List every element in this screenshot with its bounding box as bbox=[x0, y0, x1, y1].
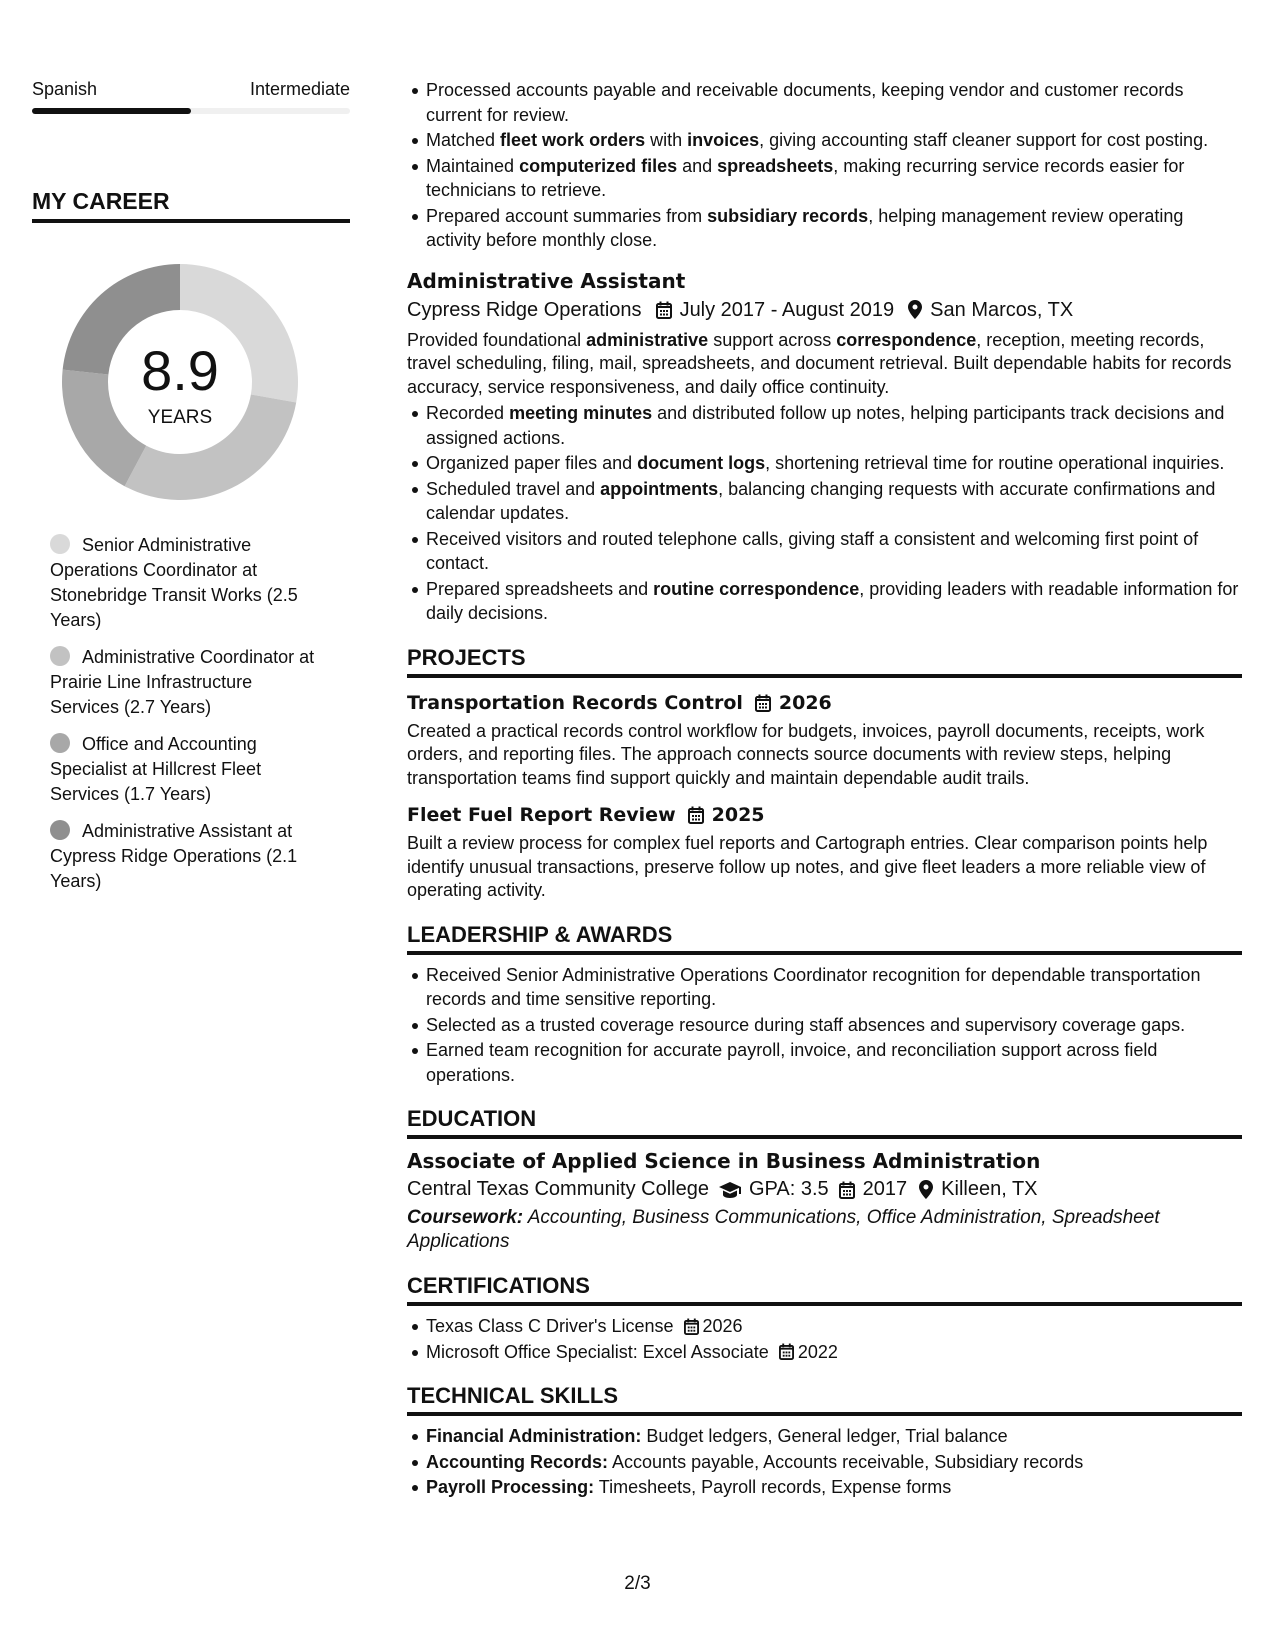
career-years-label: YEARS bbox=[147, 407, 213, 428]
skill-item bbox=[426, 1475, 1242, 1500]
location-pin-icon bbox=[919, 1180, 933, 1199]
graduation-cap-icon bbox=[719, 1182, 741, 1198]
skills-heading: TECHNICAL SKILLS bbox=[407, 1382, 1242, 1416]
previous-job-bullet: Processed accounts payable and receivable documents, keeping vendor and customer records current for review. bbox=[426, 78, 1242, 127]
project-title: Transportation Records Control bbox=[407, 691, 743, 714]
legend-dot bbox=[50, 733, 70, 753]
job-summary: Provided foundational administrative support across correspondence, reception, meeting records, travel scheduling, filing, mail, spreadsheets, and document retrieval. Built dependable habits for records accuracy, service responsiveness, and daily office continuity. bbox=[407, 329, 1232, 397]
previous-job-bullet: Prepared account summaries from subsidiary records, helping management review operating activity before monthly close. bbox=[426, 204, 1242, 253]
legend-item: Office and Accounting Specialist at Hillcrest Fleet Services (1.7 Years) bbox=[50, 734, 262, 804]
language-progress-fill bbox=[32, 108, 191, 114]
education-year: 2017 bbox=[862, 1178, 908, 1200]
calendar-icon bbox=[688, 806, 704, 824]
project-description: Created a practical records control workflow for budgets, invoices, payroll documents, receipts, work orders, and reporting files. The approach connects source documents with review steps, helping transportation teams find support quickly and maintain dependable audit trails. bbox=[407, 720, 1205, 788]
previous-job-bullet: Matched fleet work orders with invoices, giving accounting staff cleaner support for cost posting. bbox=[426, 128, 1242, 153]
career-total-years: 8.9 bbox=[141, 339, 219, 402]
education-location: Killeen, TX bbox=[941, 1178, 1038, 1200]
award-item: Selected as a trusted coverage resource during staff absences and supervisory coverage gaps. bbox=[426, 1013, 1242, 1038]
job-bullet: Recorded meeting minutes and distributed follow up notes, helping participants track decisions and assigned actions. bbox=[426, 401, 1242, 450]
certifications-list bbox=[407, 1314, 1242, 1364]
education-school: Central Texas Community College bbox=[407, 1178, 709, 1200]
awards-list bbox=[407, 963, 1242, 1088]
awards-heading: LEADERSHIP & AWARDS bbox=[407, 921, 1242, 955]
legend-dot bbox=[50, 646, 70, 666]
certification-year: 2022 bbox=[797, 1341, 838, 1362]
language-item bbox=[32, 78, 350, 114]
job-dates: July 2017 - August 2019 bbox=[679, 298, 895, 321]
language-level: Intermediate bbox=[249, 79, 350, 99]
language-progress-bar bbox=[32, 108, 350, 114]
coursework-list: Accounting, Business Communications, Office Administration, Spreadsheet Applications bbox=[407, 1207, 1160, 1252]
calendar-icon bbox=[656, 301, 672, 319]
legend-item: Administrative Coordinator at Prairie Line Infrastructure Services (2.7 Years) bbox=[50, 647, 315, 717]
job-meta bbox=[407, 295, 1242, 325]
legend-item: Administrative Assistant at Cypress Ridge Operations (2.1 Years) bbox=[50, 821, 298, 891]
job-bullet: Scheduled travel and appointments, balancing changing requests with accurate confirmations and calendar updates. bbox=[426, 477, 1242, 526]
career-donut-chart bbox=[55, 257, 305, 507]
legend-dot bbox=[50, 534, 70, 554]
project-item bbox=[407, 690, 1242, 791]
calendar-icon bbox=[839, 1181, 855, 1199]
project-year: 2025 bbox=[711, 804, 765, 826]
legend-dot bbox=[50, 820, 70, 840]
skill-values: Timesheets, Payroll records, Expense forms bbox=[594, 1477, 952, 1497]
award-item: Received Senior Administrative Operations Coordinator recognition for dependable transportation records and time sensitive reporting. bbox=[426, 963, 1242, 1012]
skill-item bbox=[426, 1450, 1242, 1475]
career-legend bbox=[50, 533, 320, 894]
language-name: Spanish bbox=[32, 79, 98, 99]
legend-item: Senior Administrative Operations Coordinator at Stonebridge Transit Works (2.5 Years) bbox=[50, 535, 298, 630]
job-bullet: Organized paper files and document logs, shortening retrieval time for routine operational inquiries. bbox=[426, 451, 1242, 476]
calendar-icon bbox=[755, 694, 771, 712]
education-degree: Associate of Applied Science in Business Administration bbox=[407, 1149, 1041, 1173]
job-company: Cypress Ridge Operations bbox=[407, 298, 642, 321]
certification-item bbox=[426, 1314, 1242, 1339]
certifications-heading: CERTIFICATIONS bbox=[407, 1272, 1242, 1306]
skill-category: Financial Administration: bbox=[426, 1426, 642, 1446]
skill-values: Accounts payable, Accounts receivable, Subsidiary records bbox=[608, 1451, 1084, 1472]
skill-category: Payroll Processing: bbox=[426, 1477, 595, 1497]
education-coursework bbox=[407, 1206, 1242, 1254]
skill-category: Accounting Records: bbox=[426, 1451, 609, 1472]
award-item: Earned team recognition for accurate payroll, invoice, and reconciliation support across field operations. bbox=[426, 1038, 1242, 1087]
page-number: 2/3 bbox=[624, 1573, 651, 1594]
skills-list bbox=[407, 1424, 1242, 1500]
coursework-label: Coursework: bbox=[407, 1207, 524, 1228]
career-heading: MY CAREER bbox=[32, 188, 350, 223]
previous-job-bullets bbox=[407, 78, 1242, 253]
certification-name: Microsoft Office Specialist: Excel Associate bbox=[426, 1341, 769, 1362]
skill-item bbox=[426, 1424, 1242, 1449]
certification-item bbox=[426, 1340, 1242, 1365]
project-item bbox=[407, 802, 1242, 903]
job-location: San Marcos, TX bbox=[930, 298, 1074, 321]
projects-heading: PROJECTS bbox=[407, 644, 1242, 678]
left-column bbox=[32, 78, 350, 906]
right-column bbox=[407, 78, 1242, 1501]
previous-job-bullet: Maintained computerized files and spreadsheets, making recurring service records easier for technicians to retrieve. bbox=[426, 154, 1242, 203]
education-gpa: GPA: 3.5 bbox=[748, 1178, 829, 1200]
calendar-icon bbox=[779, 1343, 794, 1360]
education-heading: EDUCATION bbox=[407, 1105, 1242, 1139]
job-title: Administrative Assistant bbox=[407, 268, 686, 293]
project-year: 2026 bbox=[778, 691, 832, 714]
location-pin-icon bbox=[908, 300, 922, 319]
project-title: Fleet Fuel Report Review bbox=[407, 804, 676, 826]
certification-name: Texas Class C Driver's License bbox=[426, 1316, 674, 1336]
certification-year: 2026 bbox=[702, 1316, 743, 1336]
job-bullets bbox=[407, 401, 1242, 626]
calendar-icon bbox=[684, 1318, 699, 1335]
job-bullet: Prepared spreadsheets and routine correspondence, providing leaders with readable information for daily decisions. bbox=[426, 577, 1242, 626]
job-bullet: Received visitors and routed telephone calls, giving staff a consistent and welcoming first point of contact. bbox=[426, 527, 1242, 576]
education-meta bbox=[407, 1175, 1242, 1204]
project-description: Built a review process for complex fuel reports and Cartograph entries. Clear comparison points help identify unusual transactions, preserve follow up notes, and give fleet leaders a more reliable view of operating activity. bbox=[407, 833, 1208, 900]
skill-values: Budget ledgers, General ledger, Trial balance bbox=[641, 1426, 1008, 1446]
